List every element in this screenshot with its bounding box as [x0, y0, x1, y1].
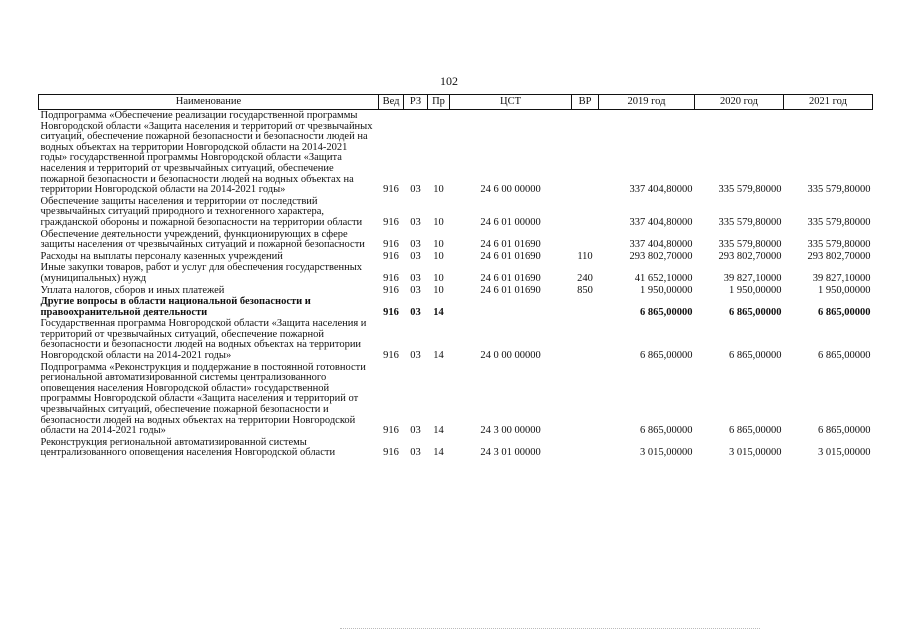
cell-pr: 10	[433, 184, 444, 196]
cell-pr: 14	[433, 447, 444, 459]
cell-ved: 916	[383, 284, 399, 296]
col-header-name: Наименование	[39, 95, 379, 110]
cell-2020: 293 802,70000	[718, 250, 782, 262]
cell-rz: 03	[410, 184, 421, 196]
cell-cst: 24 6 00 00000	[480, 184, 541, 196]
cell-cst: 24 3 01 00000	[480, 447, 541, 459]
cell-name: Подпрограмма «Обеспечение реализации государственной программы Новгородской области «Защита населения и территорий от чрезвычайных ситуаций, обеспечение пожарной безопасности и безопасности людей на водных объектах на территории Новгородской области на 2014-2021 годы» государственной программы Новгородской области «Защита населения и территорий от чрезвычайных ситуаций, обеспечение пожарной безопасности и безопасности людей на водных объектах на территории Новгородской области на 2014-2021 годы»	[40, 110, 373, 196]
cell-pr: 14	[433, 350, 444, 362]
cell-rz: 03	[410, 350, 421, 362]
cell-pr: 10	[433, 250, 444, 262]
cell-ved: 916	[383, 306, 399, 318]
cell-vr	[572, 110, 599, 196]
cell-2020: 335 579,80000	[718, 216, 782, 228]
cell-vr: 240	[577, 272, 593, 284]
cell-rz: 03	[410, 250, 421, 262]
cell-2020: 6 865,00000	[729, 425, 782, 437]
cell-name: Иные закупки товаров, работ и услуг для обеспечения государственных (муниципальных) нужд	[40, 262, 363, 284]
table-row	[39, 196, 873, 229]
cell-2019: 1 950,00000	[640, 284, 693, 296]
cell-2019: 337 404,80000	[629, 216, 693, 228]
table-row	[39, 251, 873, 263]
cell-ved: 916	[383, 350, 399, 362]
col-header-2020: 2020 год	[695, 95, 784, 110]
cell-name: Обеспечение деятельности учреждений, функционирующих в сфере защиты населения от чрезвычайных ситуаций и пожарной безопасности	[40, 228, 365, 251]
cell-vr	[572, 229, 599, 251]
cell-2021: 39 827,10000	[812, 272, 871, 284]
table-row	[39, 229, 873, 251]
cell-ved: 916	[383, 239, 399, 251]
cell-cst: 24 0 00 00000	[480, 350, 541, 362]
cell-name: Государственная программа Новгородской области «Защита населения и территорий от чрезвычайных ситуаций, обеспечение пожарной безопасности и безопасности людей на водных объектах на территории Новгородской области на 2014-2021 годы»	[40, 318, 367, 362]
cell-vr	[572, 437, 599, 459]
cell-2021: 6 865,00000	[818, 425, 871, 437]
cell-name: Уплата налогов, сборов и иных платежей	[40, 284, 225, 296]
table-row	[39, 110, 873, 196]
cell-2019: 293 802,70000	[629, 250, 693, 262]
cell-cst: 24 6 01 01690	[480, 250, 541, 262]
cell-pr: 14	[433, 425, 444, 437]
cell-2019: 6 865,00000	[640, 306, 693, 318]
col-header-pr: Пр	[428, 95, 450, 110]
cell-vr	[572, 318, 599, 361]
col-header-2019: 2019 год	[599, 95, 695, 110]
cell-name: Другие вопросы в области национальной безопасности и правоохранительной деятельности	[40, 296, 311, 318]
table-row	[39, 437, 873, 459]
cell-cst: 24 3 00 00000	[480, 425, 541, 437]
cell-pr: 10	[433, 239, 444, 251]
cell-2021: 6 865,00000	[818, 306, 871, 318]
col-header-cst: ЦСТ	[450, 95, 572, 110]
page-footer-marks	[340, 628, 760, 633]
cell-vr	[572, 196, 599, 229]
cell-pr: 14	[433, 306, 444, 318]
cell-2020: 39 827,10000	[723, 272, 782, 284]
table-row	[39, 285, 873, 297]
cell-pr: 10	[433, 216, 444, 228]
cell-2020: 6 865,00000	[729, 306, 782, 318]
table-row	[39, 296, 873, 318]
cell-2019: 6 865,00000	[640, 425, 693, 437]
cell-pr: 10	[433, 272, 444, 284]
cell-cst: 24 6 01 00000	[480, 216, 541, 228]
cell-ved: 916	[383, 250, 399, 262]
col-header-rz: РЗ	[404, 95, 428, 110]
table-body	[39, 110, 873, 460]
cell-vr	[572, 362, 599, 437]
cell-name: Подпрограмма «Реконструкция и поддержание в постоянной готовности региональной автоматизированной системы централизованного оповещения населения Новгородской области» государственной программы Новгородской области «Защита населения и территорий от чрезвычайных ситуаций, обеспечение пожарной безопасности и безопасности людей на водных объектах на территории Новгородской области на 2014-2021 годы»	[40, 361, 366, 437]
cell-2020: 335 579,80000	[718, 184, 782, 196]
cell-name: Расходы на выплаты персоналу казенных учреждений	[40, 250, 283, 262]
cell-2019: 41 652,10000	[634, 272, 693, 284]
cell-rz: 03	[410, 239, 421, 251]
cell-2019: 337 404,80000	[629, 239, 693, 251]
col-header-vr: ВР	[572, 95, 599, 110]
table-row	[39, 362, 873, 437]
cell-2020: 6 865,00000	[729, 350, 782, 362]
cell-ved: 916	[383, 184, 399, 196]
table-row	[39, 262, 873, 284]
cell-pr: 10	[433, 284, 444, 296]
cell-cst: 24 6 01 01690	[480, 284, 541, 296]
cell-cst: 24 6 01 01690	[480, 272, 541, 284]
cell-ved: 916	[383, 447, 399, 459]
cell-2021: 335 579,80000	[807, 216, 871, 228]
page-number: 102	[440, 74, 458, 88]
cell-2021: 1 950,00000	[818, 284, 871, 296]
cell-cst	[450, 296, 572, 318]
cell-name: Реконструкция региональной автоматизированной системы централизованного оповещения населения Новгородской области	[40, 436, 336, 459]
cell-2020: 335 579,80000	[718, 239, 782, 251]
cell-2021: 3 015,00000	[818, 447, 871, 459]
cell-ved: 916	[383, 216, 399, 228]
cell-2021: 335 579,80000	[807, 184, 871, 196]
cell-2020: 1 950,00000	[729, 284, 782, 296]
cell-name: Обеспечение защиты населения и территории от последствий чрезвычайных ситуаций природного и техногенного характера, гражданской обороны и пожарной безопасности на территории области	[40, 195, 363, 228]
cell-2021: 293 802,70000	[807, 250, 871, 262]
col-header-2021: 2021 год	[784, 95, 873, 110]
cell-rz: 03	[410, 272, 421, 284]
cell-rz: 03	[410, 284, 421, 296]
cell-vr	[572, 296, 599, 318]
cell-2021: 335 579,80000	[807, 239, 871, 251]
cell-ved: 916	[383, 272, 399, 284]
cell-2019: 6 865,00000	[640, 350, 693, 362]
cell-2019: 3 015,00000	[640, 447, 693, 459]
cell-2019: 337 404,80000	[629, 184, 693, 196]
cell-2020: 3 015,00000	[729, 447, 782, 459]
cell-2021: 6 865,00000	[818, 350, 871, 362]
table-row	[39, 318, 873, 361]
budget-table	[38, 94, 873, 459]
cell-rz: 03	[410, 306, 421, 318]
cell-cst: 24 6 01 01690	[480, 239, 541, 251]
col-header-ved: Вед	[379, 95, 404, 110]
cell-ved: 916	[383, 425, 399, 437]
table-header-row	[39, 95, 873, 110]
cell-rz: 03	[410, 447, 421, 459]
cell-rz: 03	[410, 216, 421, 228]
cell-vr: 850	[577, 284, 593, 296]
cell-rz: 03	[410, 425, 421, 437]
cell-vr: 110	[577, 250, 593, 262]
